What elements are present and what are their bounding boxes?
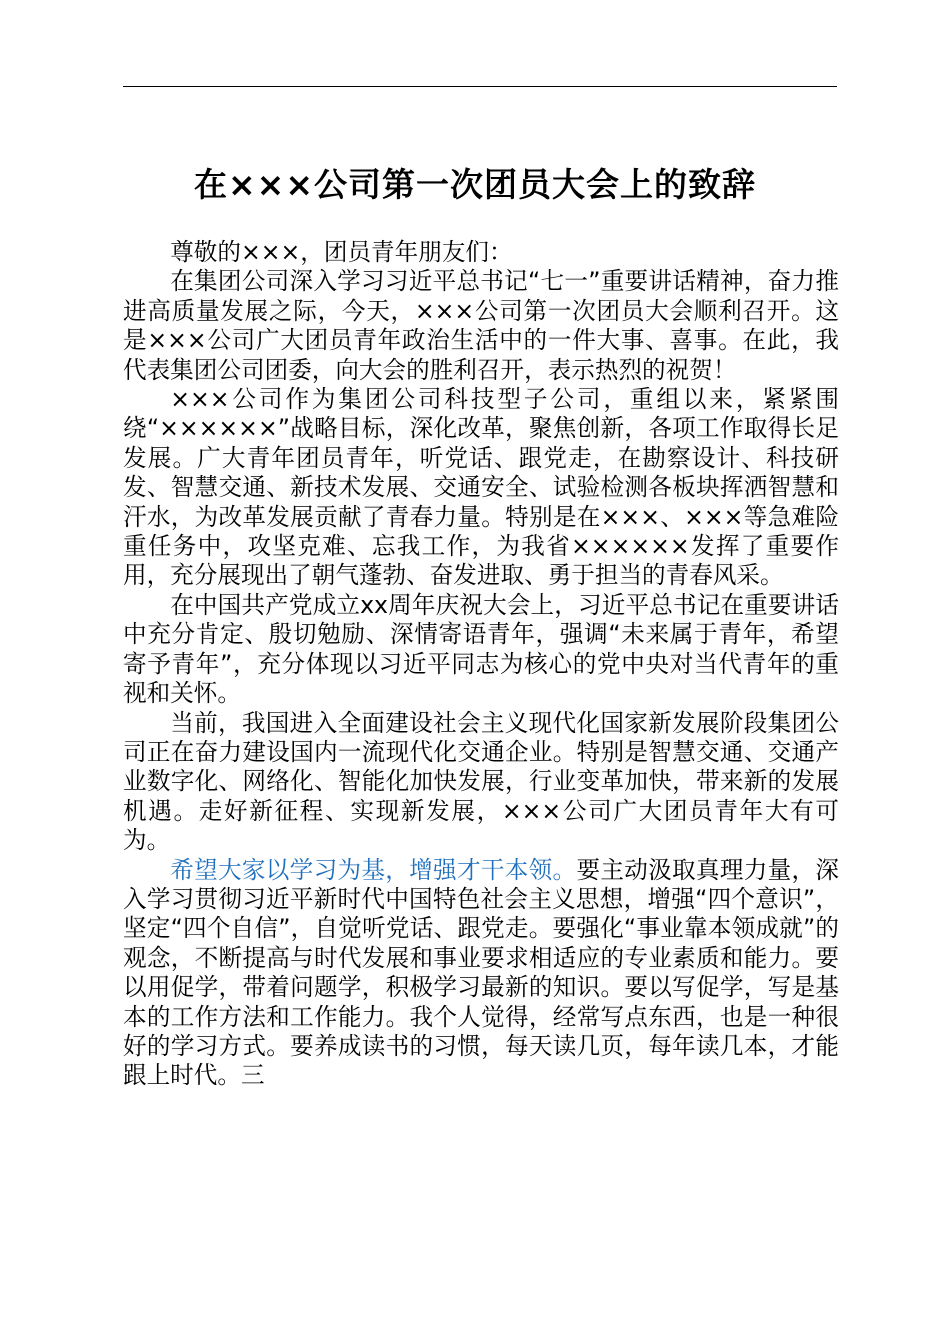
document-body: [123, 238, 839, 1091]
paragraph-1: 在集团公司深入学习习近平总书记“七一”重要讲话精神，奋力推进高质量发展之际，今天，×××公司第一次团员大会顺利召开。这是×××公司广大团员青年政治生活中的一件大事、喜事。在此，我代表集团公司团委，向大会的胜利召开，表示热烈的祝贺！: [123, 267, 839, 384]
paragraph-4: 当前，我国进入全面建设社会主义现代化国家新发展阶段集团公司正在奋力建设国内一流现代化交通企业。特别是智慧交通、交通产业数字化、网络化、智能化加快发展，行业变革加快，带来新的发展机遇。走好新征程、实现新发展，×××公司广大团员青年大有可为。: [123, 708, 839, 855]
paragraph-3: 在中国共产党成立xx周年庆祝大会上，习近平总书记在重要讲话中充分肯定、殷切勉励、深情寄语青年，强调“未来属于青年，希望寄予青年”，充分体现以习近平同志为核心的党中央对当代青年的重视和关怀。: [123, 590, 839, 708]
document-title: 在×××公司第一次团员大会上的致辞: [194, 165, 756, 204]
paragraph-5-text: 要主动汲取真理力量，深入学习贯彻习近平新时代中国特色社会主义思想，增强“四个意识”，坚定“四个自信”，自觉听党话、跟党走。要强化“事业靠本领成就”的观念，不断提高与时代发展和事业要求相适应的专业素质和能力。要以用促学，带着问题学，积极学习最新的知识。要以写促学，写是基本的工作方法和工作能力。我个人觉得，经常写点东西，也是一种很好的学习方式。要养成读书的习惯，每天读几页，每年读几本，才能跟上时代。三: [123, 855, 840, 1090]
salutation: 尊敬的×××，团员青年朋友们：: [170, 238, 513, 266]
highlighted-heading: 希望大家以学习为基，增强才干本领。: [170, 855, 577, 884]
header-rule: [123, 86, 837, 87]
paragraph-5: [123, 856, 839, 1091]
paragraph-2: ×××公司作为集团公司科技型子公司，重组以来，紧紧围绕“××××××”战略目标，深化改革，聚焦创新，各项工作取得长足发展。广大青年团员青年，听党话、跟党走，在勘察设计、科技研发、智慧交通、新技术发展、交通安全、试验检测各板块挥洒智慧和汗水，为改革发展贡献了青春力量。特别是在×××、×××等急难险重任务中，攻坚克难、忘我工作，为我省××××××发挥了重要作用，充分展现出了朝气蓬勃、奋发进取、勇于担当的青春风采。: [123, 385, 839, 590]
